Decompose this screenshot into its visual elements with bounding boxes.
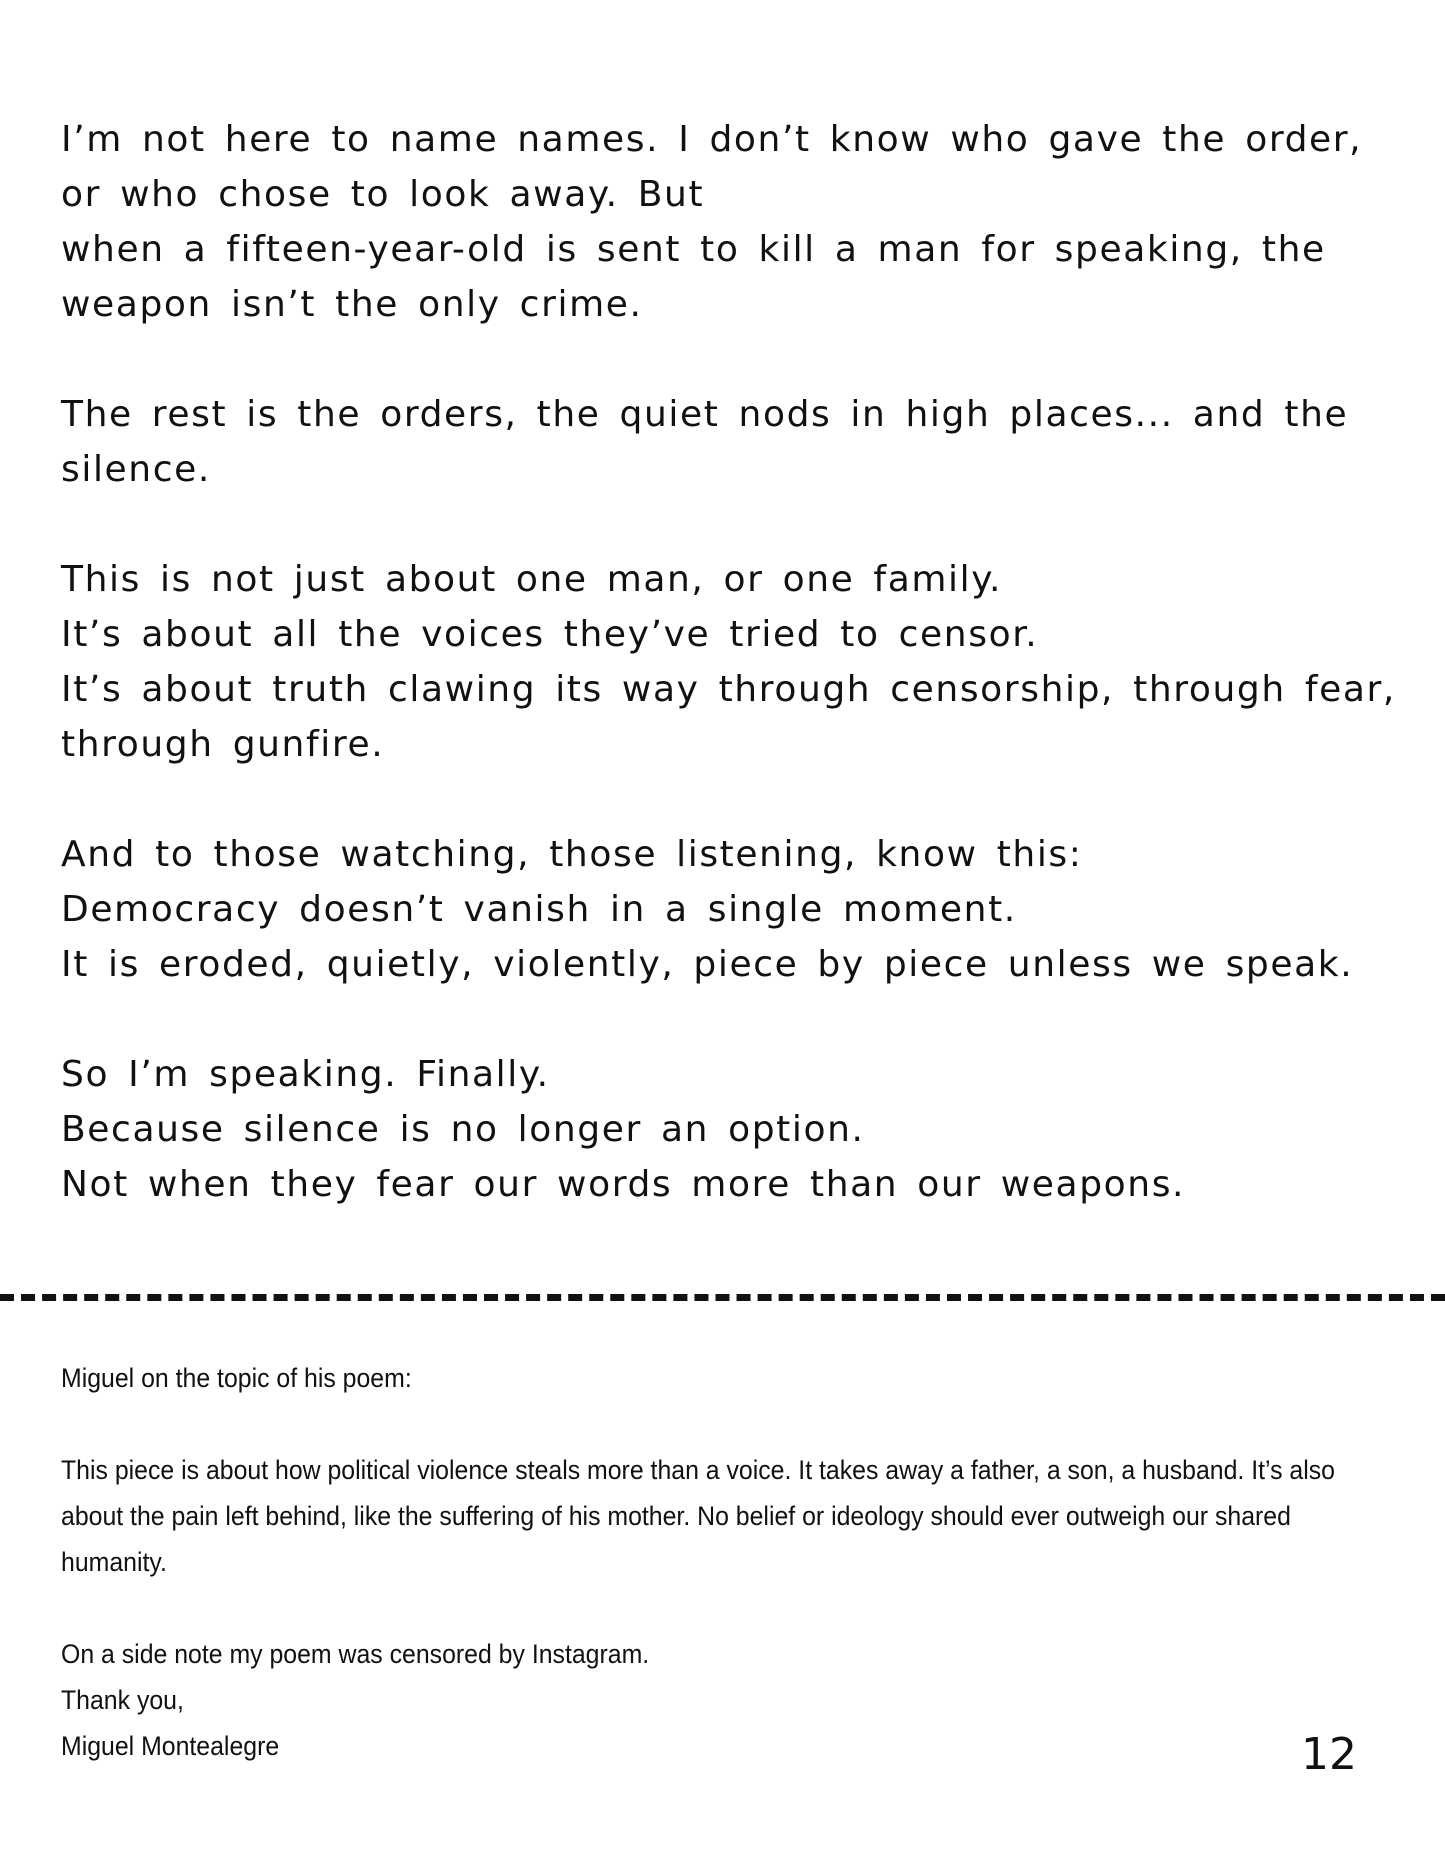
- poem-line: through gunfire.: [61, 724, 385, 765]
- poem-stanza-5: [61, 1047, 1381, 1212]
- poem-line: So I’m speaking. Finally.: [61, 1054, 550, 1095]
- note-heading: [61, 1355, 1285, 1401]
- note-signoff: [61, 1631, 1285, 1769]
- poem-line: It’s about truth clawing its way through censorship, through fear,: [61, 669, 1396, 710]
- note-body-text: This piece is about how political violence steals more than a voice. It takes away a father, a son, a husband. It’s also about the pain left behind, like the suffering of his mother. No belief or ideology should ever outweigh our shared humanity.: [61, 1455, 1335, 1577]
- poem-stanza-1: [61, 112, 1381, 332]
- note-author: Miguel Montealegre: [61, 1731, 280, 1761]
- poem-line: It is eroded, quietly, violently, piece by piece unless we speak.: [61, 944, 1354, 985]
- poem-line: or who chose to look away. But: [61, 174, 705, 215]
- poem-line: I’m not here to name names. I don’t know who gave the order,: [61, 119, 1363, 160]
- poem-line: And to those watching, those listening, know this:: [61, 834, 1083, 875]
- dashed-divider: [0, 1294, 1445, 1301]
- page-number: 12: [1301, 1729, 1357, 1780]
- poem-line: It’s about all the voices they’ve tried to censor.: [61, 614, 1039, 655]
- poem-stanza-4: [61, 827, 1381, 992]
- poem-line: silence.: [61, 449, 211, 490]
- poem-line: Not when they fear our words more than our weapons.: [61, 1164, 1186, 1205]
- note-thanks: Thank you,: [61, 1685, 184, 1715]
- poem-line: when a fifteen-year-old is sent to kill a man for speaking, the: [61, 229, 1326, 270]
- poem-line: This is not just about one man, or one family.: [61, 559, 1003, 600]
- poem-line: Because silence is no longer an option.: [61, 1109, 865, 1150]
- note-side-note: On a side note my poem was censored by Instagram.: [61, 1639, 650, 1669]
- author-note: [61, 1355, 1335, 1769]
- poem-stanza-3: [61, 552, 1396, 772]
- poem-line: Democracy doesn’t vanish in a single moment.: [61, 889, 1017, 930]
- poem-line: The rest is the orders, the quiet nods in high places... and the: [61, 394, 1349, 435]
- poem-line: weapon isn’t the only crime.: [61, 284, 643, 325]
- poem-stanza-2: [61, 387, 1381, 497]
- note-body: [61, 1447, 1335, 1585]
- poem-text: [61, 112, 1396, 1212]
- note-heading-text: Miguel on the topic of his poem:: [61, 1363, 412, 1393]
